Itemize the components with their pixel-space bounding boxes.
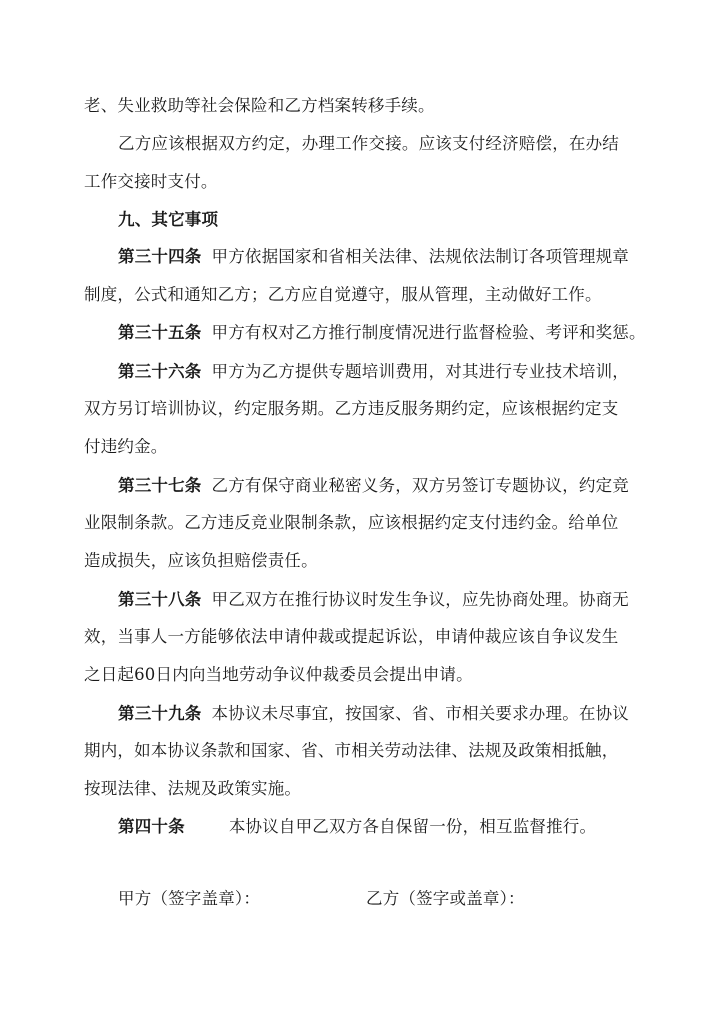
- paragraph-line: 制度，公式和通知乙方；乙方应自觉遵守，服从管理，主动做好工作。: [84, 285, 602, 304]
- article-35: [118, 322, 646, 344]
- article-label: 第三十九条: [118, 704, 202, 723]
- signature-party-a: 甲方（签字盖章）：: [118, 889, 261, 908]
- paragraph-line: 效，当事人一方能够依法申请仲裁或提起诉讼，申请仲裁应该自争议发生: [84, 627, 619, 646]
- article-label: 第三十七条: [118, 476, 202, 495]
- paragraph-line: 付违约金。: [84, 437, 168, 456]
- paragraph-line: 按现法律、法规及政策实施。: [84, 779, 302, 798]
- article-34: [118, 246, 629, 268]
- section-heading: 九、其它事项: [118, 210, 219, 229]
- article-text: 甲方依据国家和省相关法律、法规依法制订各项管理规章: [211, 247, 629, 266]
- article-40: [118, 816, 596, 838]
- paragraph-line: 之日起60日内向当地劳动争议仲裁委员会提出申请。: [84, 665, 473, 684]
- signature-party-b: 乙方（签字或盖章）：: [366, 889, 525, 908]
- article-label: 第三十六条: [118, 362, 202, 381]
- paragraph-line: 业限制条款。乙方违反竞业限制条款，应该根据约定支付违约金。给单位: [84, 513, 619, 532]
- article-36: [118, 361, 629, 383]
- article-text: 本协议未尽事宜，按国家、省、市相关要求办理。在协议: [211, 704, 629, 723]
- paragraph-line: 造成损失，应该负担赔偿责任。: [84, 551, 318, 570]
- article-37: [118, 475, 629, 497]
- paragraph-line: 工作交接时支付。: [84, 172, 218, 191]
- paragraph-line: 乙方应该根据双方约定，办理工作交接。应该支付经济赔偿，在办结: [118, 134, 619, 153]
- paragraph-line: 老、失业救助等社会保险和乙方档案转移手续。: [84, 96, 435, 115]
- article-text: 乙方有保守商业秘密义务，双方另签订专题协议，约定竞: [211, 476, 629, 495]
- article-label: 第三十八条: [118, 590, 202, 609]
- paragraph-line: 双方另订培训协议，约定服务期。乙方违反服务期约定，应该根据约定支: [84, 399, 619, 418]
- article-text: 甲乙双方在推行协议时发生争议，应先协商处理。协商无: [211, 590, 629, 609]
- article-text: 甲方有权对乙方推行制度情况进行监督检验、考评和奖惩。: [211, 323, 646, 342]
- article-label: 第四十条: [118, 817, 185, 836]
- article-text: 本协议自甲乙双方各自保留一份，相互监督推行。: [228, 817, 597, 836]
- article-text: 甲方为乙方提供专题培训费用，对其进行专业技术培训，: [211, 362, 629, 381]
- article-label: 第三十五条: [118, 323, 202, 342]
- article-38: [118, 589, 629, 611]
- article-label: 第三十四条: [118, 247, 202, 266]
- paragraph-line: 期内，如本协议条款和国家、省、市相关劳动法律、法规及政策相抵触，: [84, 741, 619, 760]
- article-39: [118, 703, 629, 725]
